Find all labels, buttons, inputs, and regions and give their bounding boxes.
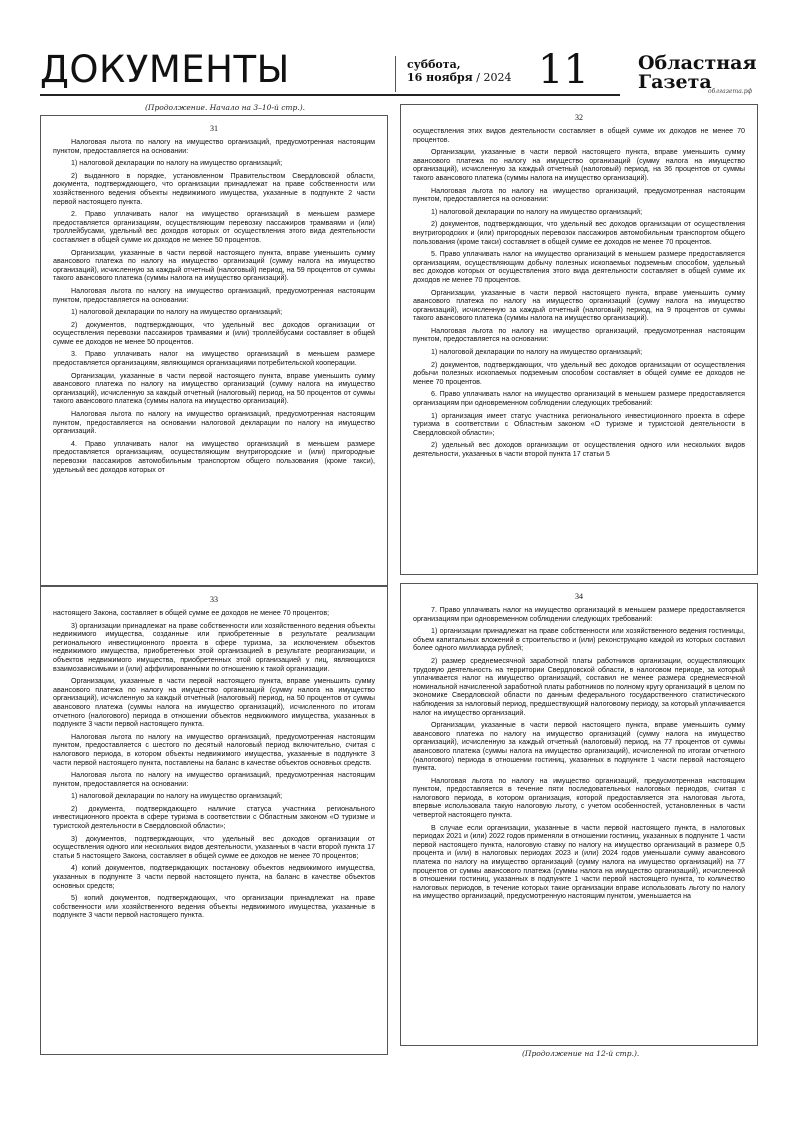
document-page-body (413, 127, 745, 459)
paragraph: 5. Право уплачивать налог на имущество организаций в меньшем размере предоставляется организациям, осуществляющим добычу полезных ископаемых подземным способом, удельный вес доходов которых от осуществления этого вида деятельности составляет в общей сумме их доходов не менее 70 процентов. (413, 250, 745, 284)
paragraph: 3. Право уплачивать налог на имущество организаций в меньшем размере предоставляется организациям, являющимся организациями потребительской кооперации. (53, 350, 375, 368)
paragraph: 3) организации принадлежат на праве собственности или хозяйственного ведения объекты недвижимого имущества, созданные или приобретенные в результате реализации регионального инвестиционного проекта в сфере туризма, за исключением объектов недвижимого имущества, приобретенных этой организацией в результате реорганизации, и объектов недвижимого имущества, приобретенных этой организацией у лиц, являющихся взаимозависимыми и (или) аффилированными по отношению к такой организации. (53, 621, 375, 673)
paragraph: Налоговая льгота по налогу на имущество организаций, предусмотренная настоящим пунктом, предоставляется на основании налоговой декларации по налогу на имущество организаций. (53, 410, 375, 436)
document-page-number: 32 (575, 113, 583, 122)
paragraph: настоящего Закона, составляет в общей сумме ее доходов не менее 70 процентов; (53, 609, 330, 617)
paragraph: Налоговая льгота по налогу на имущество организаций, предусмотренная настоящим пунктом, предоставляется на основании: (53, 286, 375, 304)
paragraph: осуществления этих видов деятельности составляет в общей сумме их доходов не менее 70 процентов. (413, 127, 745, 144)
paragraph: Организации, указанные в части первой настоящего пункта, вправе уменьшить сумму авансового платежа по налогу на имущество организаций (сумму налога на имущество организаций), исчисленную за каждый отчетный (налоговый) период, на 50 процентов от суммы авансового платежа (суммы налога на имущество организаций), исчисленного по итогам отчетного (налогового) периода в отношении объектов недвижимого имущества, указанных в подпункте 3 части первой настоящего пункта. (53, 677, 375, 729)
paragraph: 1) организация имеет статус участника регионального инвестиционного проекта в сфере туризма в соответствии с Областным законом «О туризме и туристской деятельности в Свердловской области»; (413, 411, 745, 437)
paragraph: 7. Право уплачивать налог на имущество организаций в меньшем размере предоставляется организациям при одновременном соблюдении следующих требований: (413, 606, 745, 623)
paragraph: 4) копий документов, подтверждающих постановку объектов недвижимого имущества, указанных в подпункте 3 части первой настоящего пункта, на баланс в качестве объектов основных средств; (53, 864, 375, 890)
document-page-33 (40, 586, 388, 1055)
paragraph: 1) налоговой декларации по налогу на имущество организаций; (71, 792, 283, 801)
paragraph: 2) документа, подтверждающего наличие статуса участника регионального инвестиционного проекта в сфере туризма в соответствии с Областным законом «О туризме и туристской деятельности в Свердловской области»; (53, 804, 375, 831)
paragraph: 1) организации принадлежат на праве собственности или хозяйственного ведения гостиницы, объем капитальных вложений в строительство и (или) реконструкцию каждой из которых составил более одного миллиарда рублей; (413, 627, 745, 653)
document-page-34 (400, 583, 758, 1046)
paragraph: Налоговая льгота по налогу на имущество организаций, предусмотренная настоящим пунктом, предоставляется с шестого по десятый налоговый период включительно, считая с налогового периода, в котором объекты недвижимого имущества, указанные в подпункте 3 части первой настоящего пункта, поставлены на баланс в качестве объектов основных средств. (53, 732, 375, 767)
paragraph: 2) размер среднемесячной заработной платы работников организации, осуществляющих трудовую деятельность на территории Свердловской области, в налоговом периоде, за который уплачивается налог на имущество организаций, составил не менее размера среднемесячной номинальной начисленной заработной платы работников по полному кругу организаций в целом по экономике Свердловской области по данным федерального государственного статистического наблюдения за налоговый период, предшествующий налоговому периоду, за который уплачивается налог на имущество организаций. (413, 656, 745, 717)
document-page-32 (400, 104, 758, 575)
paragraph: Организации, указанные в части первой настоящего пункта, вправе уменьшить сумму авансового платежа по налогу на имущество организаций (сумму налога на имущество организаций), исчисленную за каждый отчетный (налоговый) период, на 50 процентов от суммы такого авансового платежа (суммы налога на имущество организаций). (53, 371, 375, 406)
paragraph: Налоговая льгота по налогу на имущество организаций, предусмотренная настоящим пунктом, предоставляется в течение пяти последовательных налоговых периодов, считая с налогового периода, в котором организация, которой предоставляется эта налоговая льгота, впервые использовала такую налоговую льготу, с учетом особенностей, установленных в части четвертой настоящего пункта. (413, 776, 745, 820)
paragraph: Налоговая льгота по налогу на имущество организаций, предусмотренная настоящим пунктом, предоставляется на основании: (413, 326, 745, 344)
paragraph: Организации, указанные в части первой настоящего пункта, вправе уменьшить сумму авансового платежа по налогу на имущество организаций (сумму налога на имущество организаций), исчисленную за каждый отчетный (налоговый) период, на 77 процентов от суммы авансового платежа (суммы налога на имущество организаций), исчисленной по итогам отчетного (налогового) периода в отношении гостиниц, указанных в подпункте 1 части первой настоящего пункта. (413, 721, 745, 773)
paragraph: Организации, указанные в части первой настоящего пункта, вправе уменьшить сумму авансового платежа по налогу на имущество организаций (сумму налога на имущество организаций), исчисленную за каждый отчетный (налоговый) период, на 36 процентов от суммы такого авансового платежа (суммы налога на имущество организаций). (413, 148, 745, 182)
paragraph: В случае если организации, указанные в части первой настоящего пункта, в налоговых периодах 2021 и (или) 2022 годов применяли в отношении гостиниц, указанных в подпункте 1 части первой настоящего пункта, налоговую ставку по налогу на имущество организаций в размере 0,5 процента и (или) в налоговых периодах 2023 и (или) 2024 годов уменьшали сумму авансового платежа по налогу на имущество организаций (сумму налога на имущество организаций) на 77 процентов от суммы авансового платежа (суммы налога на имущество организаций), исчисленной в отношении гостиниц, указанных в подпункте 1 части первой настоящего пункта, то количество налоговых периодов, в течение которых такие организации вправе использовать льготу по налогу на имущество организаций, предусмотренную настоящим пунктом, уменьшается на (413, 823, 745, 901)
paragraph: 2) документов, подтверждающих, что удельный вес доходов организации от осуществления внутригородских и (или) пригородных перевозок пассажиров автомобильным транспортом общего пользования (кроме такси) составляет в общей сумме ее доходов не менее 70 процентов. (413, 220, 745, 246)
paragraph: 2) документов, подтверждающих, что удельный вес доходов организации от осуществления добычи полезных ископаемых подземным способом составляет в общей сумме ее доходов не менее 70 процентов. (413, 360, 745, 386)
paragraph: 2) документов, подтверждающих, что удельный вес доходов организации от осуществления перевозки пассажиров трамваями и (или) троллейбусами составляет в общей сумме ее доходов не менее 50 процентов. (53, 320, 375, 346)
continuation-note-bottom: (Продолжение на 12-й стр.). (522, 1049, 640, 1058)
section-title: ДОКУМЕНТЫ (40, 48, 290, 91)
newspaper-logo (638, 54, 757, 92)
issue-weekday: суббота, (407, 58, 461, 71)
paragraph: 4. Право уплачивать налог на имущество организаций в меньшем размере предоставляется организациям, осуществляющим внутригородские и (или) пригородные перевозки пассажиров автомобильным транспортом общего пользования (кроме такси), удельный вес доходов которых от (53, 439, 375, 474)
paragraph: Организации, указанные в части первой настоящего пункта, вправе уменьшить сумму авансового платежа по налогу на имущество организаций (сумму налога на имущество организаций), исчисленную за каждый отчетный (налоговый) период, на 59 процентов от суммы такого авансового платежа (суммы налога на имущество организаций). (53, 248, 375, 283)
paragraph: 3) документов, подтверждающих, что удельный вес доходов организации от осуществления одного или нескольких видов деятельности, указанных в части второй пункта 17 статьи 5 настоящего Закона, составляет в общей сумме ее доходов не менее 70 процентов; (53, 834, 375, 860)
paragraph: 1) налоговой декларации по налогу на имущество организаций; (71, 159, 283, 168)
newspaper-site: облгазета.рф (708, 88, 753, 95)
masthead-rule (40, 94, 620, 96)
document-page-number: 31 (210, 124, 218, 133)
logo-line-2: Газета (638, 71, 712, 93)
paragraph: 6. Право уплачивать налог на имущество организаций в меньшем размере предоставляется организациям при одновременном соблюдении следующих требований: (413, 390, 745, 408)
document-page-body (413, 606, 745, 901)
document-page-body (53, 609, 375, 920)
paragraph: 2) выданного в порядке, установленном Правительством Свердловской области, документа, подтверждающего, что организации принадлежат на праве собственности или хозяйственного ведения объекты недвижимого имущества, указанные в подпункте 2 части первой настоящего пункта. (53, 171, 375, 206)
issue-date (407, 58, 512, 84)
paragraph: 2) удельный вес доходов организации от осуществления одного или нескольких видов деятельности, указанных в части второй пункта 17 статьи 5 (413, 441, 745, 458)
paragraph: Налоговая льгота по налогу на имущество организаций, предусмотренная настоящим пунктом, предоставляется на основании: (53, 771, 375, 788)
document-page-number: 33 (210, 595, 218, 604)
paragraph: 2. Право уплачивать налог на имущество организаций в меньшем размере предоставляется организациям, осуществляющим перевозку пассажиров трамваями и (или) троллейбусами, удельный вес доходов которых от осуществления этого вида деятельности составляет в общей сумме их доходов не менее 50 процентов. (53, 210, 375, 244)
document-page-body (53, 138, 375, 474)
paragraph: 1) налоговой декларации по налогу на имущество организаций; (431, 348, 643, 357)
issue-day: 16 ноября (407, 71, 473, 84)
document-page-number: 34 (575, 592, 583, 601)
paragraph: 5) копий документов, подтверждающих, что организации принадлежат на праве собственности или хозяйственного ведения объекты недвижимого имущества, указанные в подпункте 3 части первой настоящего пункта. (53, 894, 375, 920)
masthead-divider (395, 56, 396, 92)
issue-year: / 2024 (472, 71, 512, 84)
masthead (40, 48, 760, 100)
paragraph: 1) налоговой декларации по налогу на имущество организаций; (71, 308, 283, 317)
paragraph: Организации, указанные в части первой настоящего пункта, вправе уменьшить сумму авансового платежа по налогу на имущество организаций (сумму налога на имущество организаций), исчисленную за каждый отчетный (налоговый) период, на 9 процентов от суммы такого авансового платежа (суммы налога на имущество организаций). (413, 288, 745, 323)
continuation-note-top: (Продолжение. Начало на 3–10-й стр.). (145, 103, 306, 112)
paragraph: Налоговая льгота по налогу на имущество организаций, предусмотренная настоящим пунктом, предоставляется на основании: (413, 186, 745, 204)
document-page-31 (40, 115, 388, 586)
page-number: 11 (538, 47, 589, 93)
logo-line-1: Областная (638, 52, 757, 74)
paragraph: 1) налоговой декларации по налогу на имущество организаций; (431, 207, 643, 216)
paragraph: Налоговая льгота по налогу на имущество организаций, предусмотренная настоящим пунктом, предоставляется на основании: (53, 138, 375, 155)
